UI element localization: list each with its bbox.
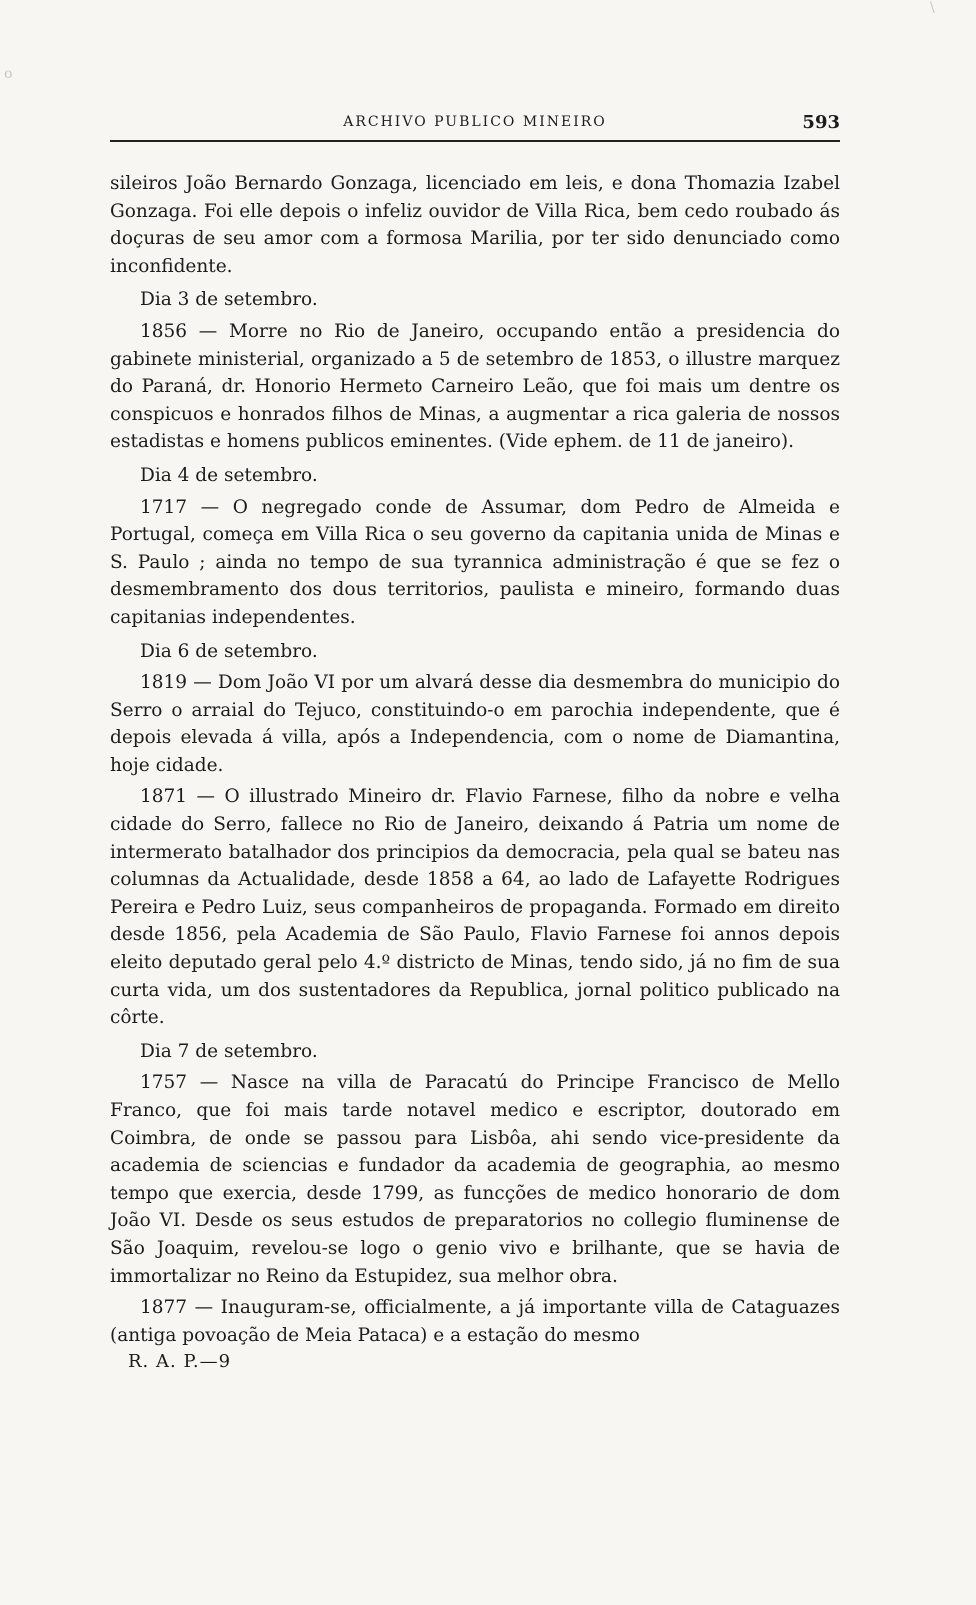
ephemeris-entry: 1856 — Morre no Rio de Janeiro, occupando então a presidencia do gabinete ministerial, organizado a 5 de setembro de 1853, o illustre marquez do Paraná, dr. Honorio Hermeto Carneiro Leão, que foi mais um dentre os conspicuos e honrados filhos de Minas, a augmentar a rica galeria de nossos estadistas e homens publicos eminentes. (Vide ephem. de 11 de janeiro).	[110, 320, 840, 453]
page-header	[110, 110, 840, 142]
page-speck: o	[4, 66, 13, 82]
running-title: ARCHIVO PUBLICO MINEIRO	[343, 114, 607, 130]
ephemeris-entry: 1717 — O negregado conde de Assumar, dom Pedro de Almeida e Portugal, começa em Villa Rica o seu governo da capitania unida de Minas e S. Paulo ; ainda no tempo de sua tyrannica administração é que se fez o desmembramento dos dous territorios, paulista e mineiro, formando duas capitanias independentes.	[110, 496, 840, 628]
date-heading: Dia 6 de setembro.	[140, 640, 318, 662]
ephemeris-entry: 1871 — O illustrado Mineiro dr. Flavio Farnese, filho da nobre e velha cidade do Serro, fallece no Rio de Janeiro, deixando á Patria um nome de intermerato batalhador dos principios da democracia, pela qual se bateu nas columnas da Actualidade, desde 1858 a 64, ao lado de Lafayette Rodrigues Pereira e Pedro Luiz, seus companheiros de propaganda. Formado em direito desde 1856, pela Academia de São Paulo, Flavio Farnese foi annos depois eleito deputado geral pelo 4.º districto de Minas, tendo sido, já no fim de sua curta vida, um dos sustentadores da Republica, jornal politico publicado na côrte.	[110, 786, 840, 1029]
ephemeris-entry: 1819 — Dom João VI por um alvará desse dia desmembra do municipio do Serro o arraial do Tejuco, constituindo-o em parochia independente, que é depois elevada á villa, após a Independencia, com o nome de Diamantina, hoje cidade.	[110, 672, 840, 776]
signature-mark: R. A. P.—9	[128, 1351, 232, 1373]
page-number: 593	[802, 112, 840, 133]
date-heading: Dia 7 de setembro.	[140, 1040, 318, 1062]
date-heading: Dia 3 de setembro.	[140, 289, 318, 311]
paragraph-continuation: sileiros João Bernardo Gonzaga, licenciado em leis, e dona Thomazia Izabel Gonzaga. Foi elle depois o infeliz ouvidor de Villa Rica, bem cedo roubado ás doçuras de seu amor com a formosa Marilia, por ter sido denunciado como inconfidente.	[110, 173, 840, 277]
ephemeris-entry: 1877 — Inauguram-se, officialmente, a já importante villa de Cataguazes (antiga povoação de Meia Pataca) e a estação do mesmo	[110, 1297, 840, 1346]
book-page	[110, 110, 840, 1372]
page-body	[110, 170, 840, 1349]
ephemeris-entry: 1757 — Nasce na villa de Paracatú do Principe Francisco de Mello Franco, que foi mais tarde notavel medico e escriptor, doutorado em Coimbra, de onde se passou para Lisbôa, ahi sendo vice-presidente da academia de sciencias e fundador da academia de geographia, ao mesmo tempo que exercia, desde 1799, as funcções de medico honorario de dom João VI. Desde os seus estudos de preparatorios no collegio fluminense de São Joaquim, revelou-se logo o genio vivo e brilhante, que se havia de immortalizar no Reino da Estupidez, sua melhor obra.	[110, 1072, 840, 1287]
date-heading: Dia 4 de setembro.	[140, 464, 318, 486]
page-speck: \	[930, 0, 935, 16]
